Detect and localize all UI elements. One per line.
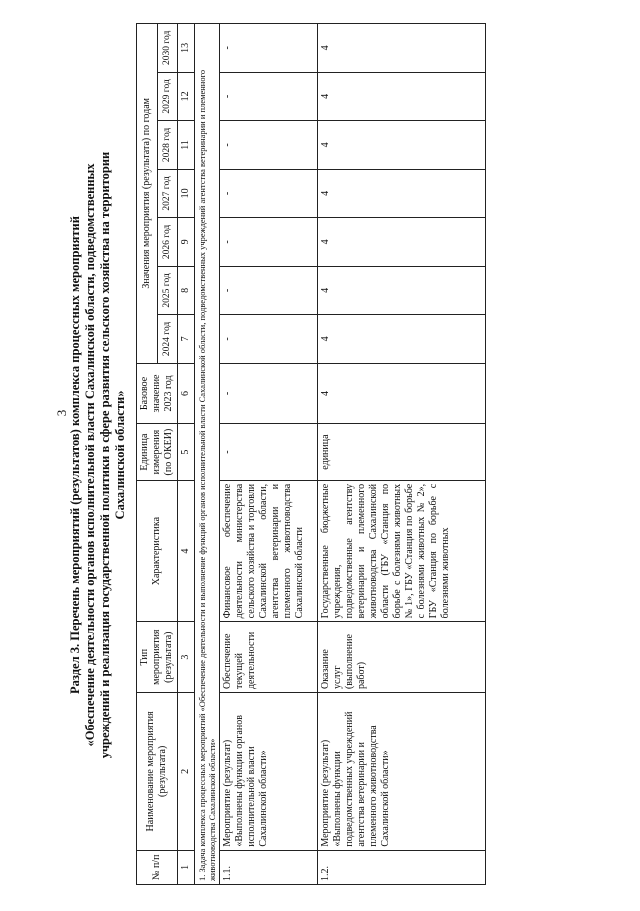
heading-line-3: учреждений и реализация государственной политики в сфере развития сельского хозяйства на территории — [98, 151, 112, 759]
row-value: 4 — [318, 72, 486, 121]
row-type: Обеспечение текущей деятельности — [220, 622, 318, 693]
header-year: 2029 год — [158, 72, 178, 121]
row-desc: Государственные бюджетные учреждения, подведомственные агентству ветеринарии и племенного животноводства Сахалинской области (ГБУ «Станция по борьбе с болезнями животных № 1», ГБУ «Станция по борьбе с болезнями животных № 2», ГБУ «Станция по борьбе с болезнями животных — [318, 480, 486, 621]
measures-table — [136, 23, 486, 885]
row-value: 4 — [318, 24, 486, 73]
header-name: Наименование мероприятия (результата) — [137, 693, 178, 851]
row-type: Оказание услуг (выполнение работ) — [318, 622, 486, 693]
task-row — [195, 24, 220, 885]
task-text: 1. Задача комплекса процессных мероприятий «Обеспечение деятельности и выполнение функций органов исполнительной власти Сахалинской области, подведомственных учреждений агентства ветеринарии и племенного животноводства Сахалинской области» — [195, 24, 220, 885]
column-number: 11 — [178, 121, 195, 170]
heading-line-4: Сахалинской области» — [113, 390, 127, 520]
row-base: - — [220, 363, 318, 424]
row-value: - — [220, 24, 318, 73]
table-row — [318, 24, 486, 885]
row-value: - — [220, 218, 318, 267]
column-number: 9 — [178, 218, 195, 267]
column-number: 13 — [178, 24, 195, 73]
row-num: 1.2. — [318, 850, 486, 884]
header-unit: Единица измерения (по ОКЕИ) — [137, 424, 178, 481]
row-name: Мероприятие (результат) «Выполнены функции подведомственных учреждений агентства ветеринарии и племенного животноводства Сахалинской области» — [318, 693, 486, 851]
header-base: Базовое значение 2023 год — [137, 363, 178, 424]
column-number: 4 — [178, 480, 195, 621]
row-value: 4 — [318, 315, 486, 364]
column-number: 7 — [178, 315, 195, 364]
row-value: - — [220, 169, 318, 218]
row-value: - — [220, 315, 318, 364]
header-num: № п/п — [137, 850, 178, 884]
header-year: 2030 год — [158, 24, 178, 73]
section-heading — [68, 15, 128, 895]
header-desc: Характеристика — [137, 480, 178, 621]
column-number: 8 — [178, 266, 195, 315]
column-number: 6 — [178, 363, 195, 424]
row-value: 4 — [318, 218, 486, 267]
row-value: 4 — [318, 169, 486, 218]
header-year: 2028 год — [158, 121, 178, 170]
heading-line-2: «Обеспечение деятельности органов исполнительной власти Сахалинской области, подведомственных — [83, 163, 97, 747]
row-desc: Финансовое обеспечение деятельности министерства сельского хозяйства и торговли Сахалинской области, агентства ветеринарии и племенного животноводства Сахалинской области — [220, 480, 318, 621]
page-number: 3 — [54, 409, 69, 417]
row-value: 4 — [318, 266, 486, 315]
column-number: 5 — [178, 424, 195, 481]
column-number: 1 — [178, 850, 195, 884]
rotated-page-content — [60, 15, 640, 895]
row-unit: единица — [318, 424, 486, 481]
column-number: 2 — [178, 693, 195, 851]
row-num: 1.1. — [220, 850, 318, 884]
header-row-1 — [137, 24, 158, 885]
header-year: 2027 год — [158, 169, 178, 218]
header-type: Тип мероприятия (результата) — [137, 622, 178, 693]
header-year: 2025 год — [158, 266, 178, 315]
row-unit: - — [220, 424, 318, 481]
header-year: 2026 год — [158, 218, 178, 267]
row-name: Мероприятие (результат) «Выполнены функции органов исполнительной власти Сахалинской области» — [220, 693, 318, 851]
header-values-group: Значения мероприятия (результата) по годам — [137, 24, 158, 364]
column-number: 3 — [178, 622, 195, 693]
heading-line-1: Раздел 3. Перечень мероприятий (результатов) комплекса процессных мероприятий — [68, 216, 82, 694]
column-number: 12 — [178, 72, 195, 121]
row-value: - — [220, 266, 318, 315]
column-number: 10 — [178, 169, 195, 218]
row-value: - — [220, 72, 318, 121]
column-numbers-row — [178, 24, 195, 885]
row-value: 4 — [318, 121, 486, 170]
row-value: - — [220, 121, 318, 170]
header-year: 2024 год — [158, 315, 178, 364]
row-base: 4 — [318, 363, 486, 424]
table-row — [220, 24, 318, 885]
